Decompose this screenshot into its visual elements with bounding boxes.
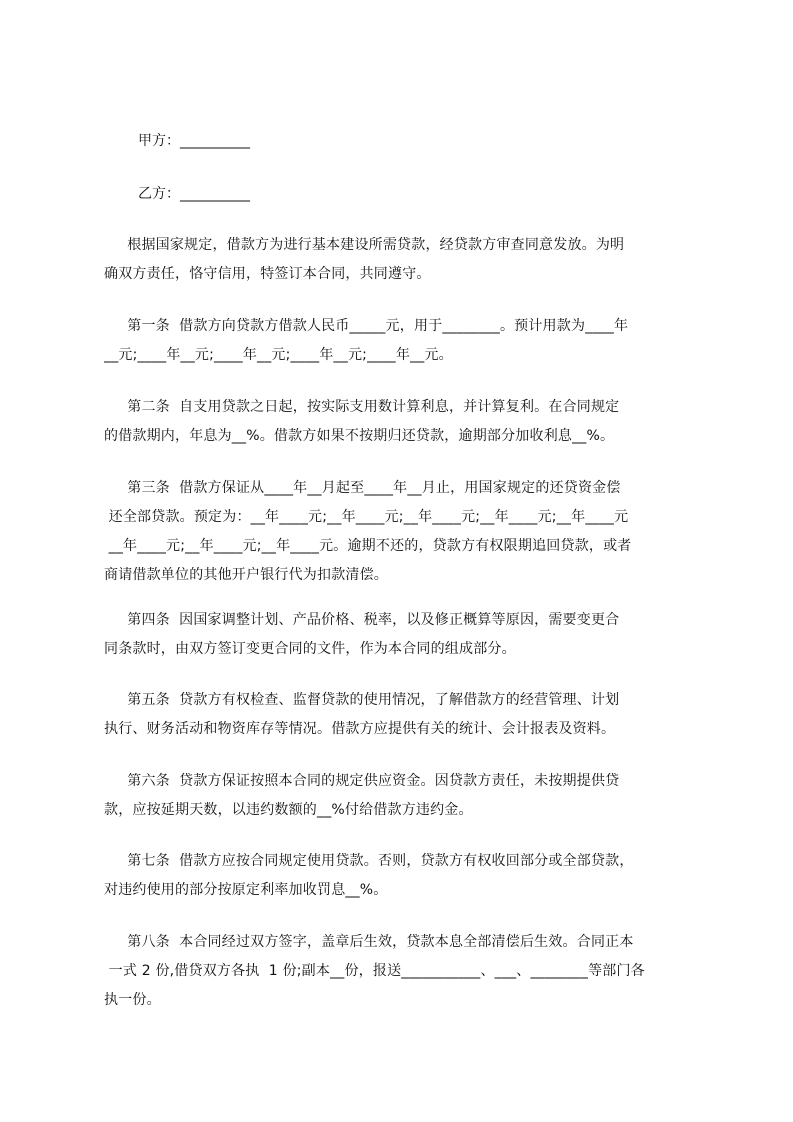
article-2-paragraph	[104, 393, 704, 451]
article-3-paragraph	[104, 474, 704, 590]
article-8-paragraph	[104, 928, 704, 1015]
article-5-paragraph	[104, 686, 704, 744]
paragraph-line: 确双方责任，恪守信用，特签订本合同，共同遵守。	[104, 266, 431, 282]
paragraph-line: 第一条 借款方向贷款方借款人民币_____元，用于________。预计用款为____年	[104, 318, 629, 334]
paragraph-line: 一式 2 份,借贷双方各执 1 份;副本__份，报送___________、___、________等部门各	[104, 963, 645, 979]
paragraph-line: 还全部贷款。预定为：__年____元;__年____元;__年____元;__年____元;__年____元	[104, 509, 629, 525]
paragraph-line: 第七条 借款方应按合同规定使用贷款。否则，贷款方有权收回部分或全部贷款，	[104, 853, 634, 869]
party-b-line: 乙方：__________	[138, 186, 250, 202]
paragraph-line: 执一份。	[104, 992, 161, 1008]
paragraph-line: 第六条 贷款方保证按照本合同的规定供应资金。因贷款方责任，未按期提供贷	[104, 773, 620, 789]
paragraph-line: 根据国家规定，借款方为进行基本建设所需贷款，经贷款方审查同意发放。为明	[104, 237, 625, 253]
article-7-paragraph	[104, 847, 704, 905]
paragraph-line: 的借款期内，年息为__%。借款方如果不按期归还贷款，逾期部分加收利息__%。	[104, 428, 615, 444]
preamble-paragraph	[104, 231, 704, 289]
paragraph-line: 同条款时，由双方签订变更合同的文件，作为本合同的组成部分。	[104, 641, 516, 657]
paragraph-line: 执行、财务活动和物资库存等情况。借款方应提供有关的统计、会计报表及资料。	[104, 721, 616, 737]
paragraph-line: 第二条 自支用贷款之日起，按实际支用数计算利息，并计算复利。在合同规定	[104, 399, 620, 415]
paragraph-line: 对违约使用的部分按原定利率加收罚息__%。	[104, 882, 388, 898]
article-1-paragraph	[104, 312, 704, 370]
paragraph-line: 第四条 因国家调整计划、产品价格、税率，以及修正概算等原因，需要变更合	[104, 612, 620, 628]
paragraph-line: 商请借款单位的其他开户银行代为扣款清偿。	[104, 567, 388, 583]
paragraph-line: __年____元;__年____元;__年____元。逾期不还的，贷款方有权限期追回贷款，或者	[104, 538, 632, 554]
article-6-paragraph	[104, 767, 704, 825]
paragraph-line: 第三条 借款方保证从____年__月起至____年__月止，用国家规定的还贷资金偿	[104, 480, 621, 496]
paragraph-line: 款，应按延期天数，以违约数额的__%付给借款方违约金。	[104, 802, 473, 818]
article-4-paragraph	[104, 606, 704, 664]
paragraph-line: 第五条 贷款方有权检查、监督贷款的使用情况，了解借款方的经营管理、计划	[104, 692, 620, 708]
party-a-line: 甲方：__________	[138, 133, 250, 149]
paragraph-line: __元;____年__元;____年__元;____年__元;____年__元。	[104, 347, 453, 363]
paragraph-line: 第八条 本合同经过双方签字，盖章后生效，贷款本息全部清偿后生效。合同正本	[104, 934, 634, 950]
